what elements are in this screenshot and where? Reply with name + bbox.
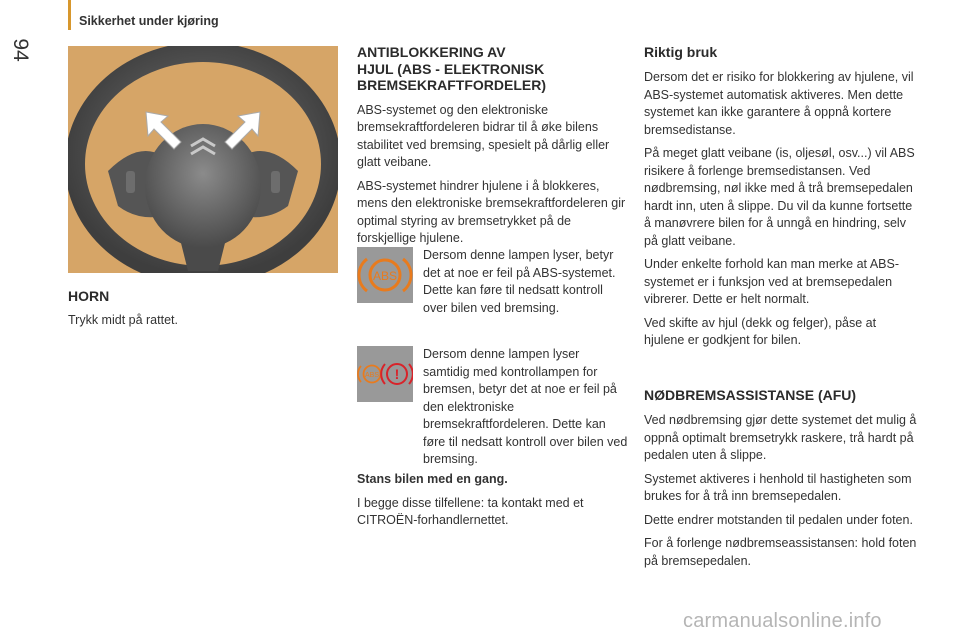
proper-use-paragraph: Ved skifte av hjul (dekk og felger), påse at hjulene er godkjent for bilen. [644, 315, 877, 347]
header-accent-bar [68, 0, 71, 30]
abs-lamp-label: ABS [372, 269, 398, 283]
afu-paragraph: Dette endrer motstanden til pedalen under foten. [644, 512, 913, 527]
steering-wheel-photo [68, 46, 338, 273]
abs-paragraph: ABS-systemet hindrer hjulene i å blokkeres, mens den elektroniske bremsekraftfordeleren gir optimal styring av bremsetrykket på de forskjellige hjulene. [357, 178, 626, 245]
afu-paragraph: Systemet aktiveres i henhold til hastigheten som brukes for å trå inn bremsepedalen. [644, 471, 912, 503]
watermark: carmanualsonline.info [683, 610, 882, 632]
proper-use-paragraph: Dersom det er risiko for blokkering av hjulene, vil ABS-systemet automatisk aktiveres. Men dette systemet kan ikke garantere å oppnå kortere bremsedistanse. [644, 70, 914, 137]
abs-warning-lamp-icon [357, 247, 413, 303]
afu-paragraph: Ved nødbremsing gjør dette systemet det mulig å oppnå optimalt bremsetrykk raskere, trå hardt på pedalen uten å slippe. [644, 413, 917, 462]
abs-title-line: BREMSEKRAFTFORDELER) [357, 77, 546, 93]
horn-text: Trykk midt på rattet. [68, 313, 178, 327]
afu-paragraph: For å forlenge nødbremseassistansen: hold foten på bremsepedalen. [644, 536, 917, 568]
header-title: Sikkerhet under kjøring [79, 14, 219, 28]
ebd-lamp-text: Dersom denne lampen lyser samtidig med kontrollampen for bremsen, betyr det at noe er feil på den elektroniske bremsekraftfordeleren. Dette kan føre til nedsatt kontroll over bilen ved bremsing. [423, 347, 628, 466]
stop-text: Stans bilen med en gang. [357, 472, 508, 486]
abs-title [357, 44, 627, 94]
abs-section [357, 44, 627, 248]
contact-text: I begge disse tilfellene: ta kontakt med et CITROËN-forhandlernettet. [357, 495, 584, 527]
abs-paragraph: ABS-systemet og den elektroniske bremsekraftfordeleren bidrar til å øke bilens stabilitet ved bremsing, spesielt på dårlig eller glatt veibane. [357, 102, 610, 169]
horn-section [68, 288, 338, 330]
abs-brake-lamp-icon [357, 346, 413, 402]
horn-title: HORN [68, 288, 110, 304]
proper-use-paragraph: På meget glatt veibane (is, oljesøl, osv...) vil ABS risikere å forlenge bremsedistansen. Ved nødbremsing, nøl ikke med å trå bremsepedalen hardt inn, uten å slippe. Du vil da kunne fortsette å manøvrere bilen for å unngå en hindring, selv på glatt veibane. [644, 146, 915, 248]
proper-use-section [644, 44, 919, 350]
proper-use-title: Riktig bruk [644, 44, 718, 60]
abs-lamp-text: Dersom denne lampen lyser, betyr det at noe er feil på ABS-systemet. Dette kan føre til nedsatt kontroll over bilen ved bremsing. [423, 248, 616, 315]
stop-instructions [357, 471, 627, 530]
abs-mini-label: ABS [364, 372, 380, 379]
proper-use-paragraph: Under enkelte forhold kan man merke at ABS-systemet er i funksjon ved at bremsepedalen vibrerer. Dette er helt normalt. [644, 257, 899, 306]
brake-exclamation-label: ! [394, 366, 400, 382]
afu-title: NØDBREMSASSISTANSE (AFU) [644, 387, 857, 403]
page-number: 94 [9, 38, 32, 62]
abs-title-line: HJUL (ABS - ELEKTRONISK [357, 60, 545, 77]
abs-title-line: ANTIBLOKKERING AV [357, 44, 506, 60]
afu-section [644, 387, 919, 570]
